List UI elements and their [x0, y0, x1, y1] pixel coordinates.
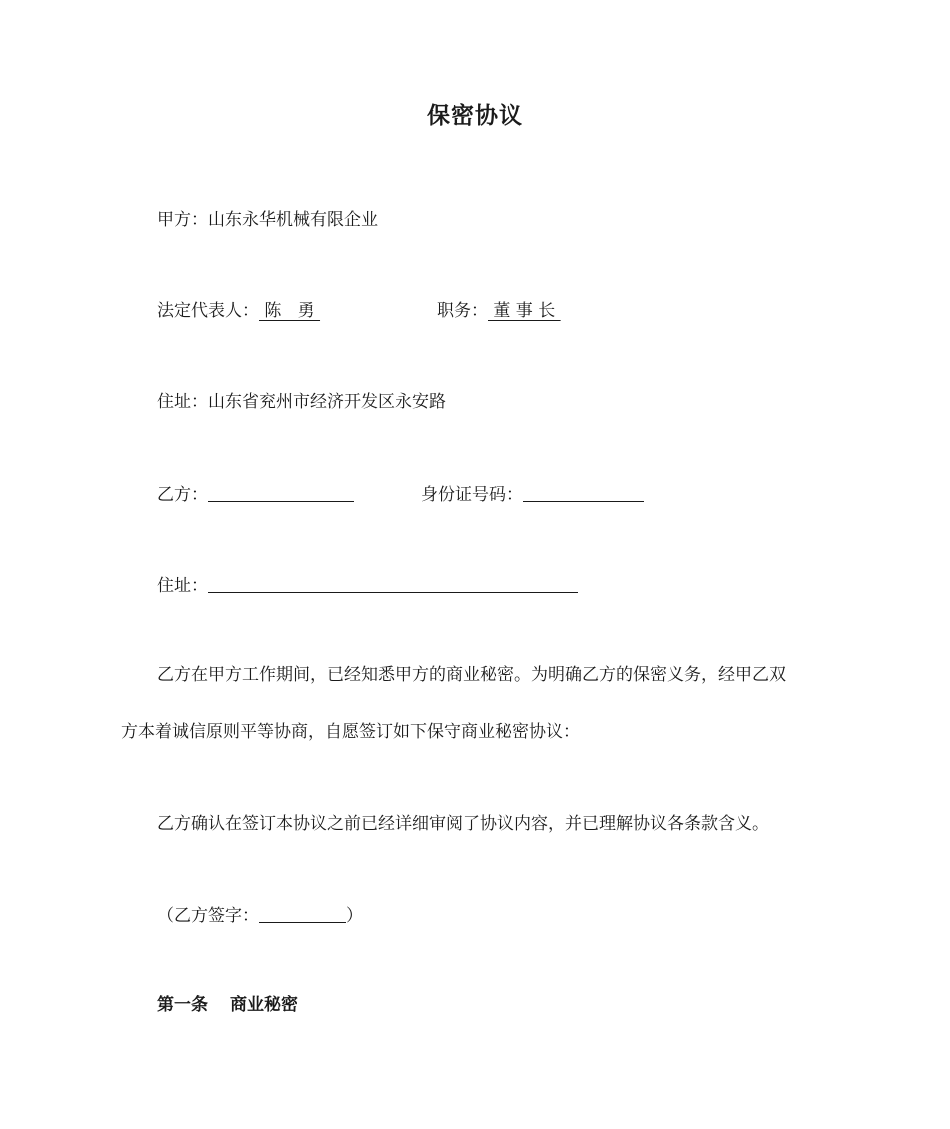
address-a-value: 山东省兖州市经济开发区永安路 — [208, 392, 446, 412]
paragraph2: 乙方确认在签订本协议之前已经详细审阅了协议内容，并已理解协议各条款含义。 — [157, 814, 769, 834]
position-label: 职务： — [437, 301, 488, 321]
address-b-label: 住址： — [157, 576, 208, 596]
signature-line — [157, 902, 363, 928]
legal-rep-name: 陈 勇 — [259, 301, 321, 321]
address-b-line — [157, 572, 578, 598]
position-value: 董 事 长 — [488, 301, 561, 321]
id-number-label: 身份证号码： — [421, 485, 523, 505]
party-b-line — [157, 481, 354, 507]
address-b-blank[interactable] — [208, 574, 578, 593]
legal-rep-line — [157, 299, 320, 323]
document-title: 保密协议 — [427, 103, 523, 129]
article1-heading — [157, 993, 298, 1017]
signature-open: （乙方签字： — [157, 906, 259, 926]
signature-blank[interactable] — [259, 904, 346, 923]
article1-title: 商业秘密 — [230, 995, 298, 1015]
party-a-name: 山东永华机械有限企业 — [208, 210, 378, 230]
party-a-line — [157, 208, 378, 232]
party-a-label: 甲方： — [157, 210, 208, 230]
signature-close: ） — [346, 906, 363, 926]
address-a-label: 住址： — [157, 392, 208, 412]
paragraph1-line1: 乙方在甲方工作期间，已经知悉甲方的商业秘密。为明确乙方的保密义务，经甲乙双 — [157, 665, 786, 685]
party-b-label: 乙方： — [157, 485, 208, 505]
legal-rep-label: 法定代表人： — [157, 301, 259, 321]
paragraph1-line2: 方本着诚信原则平等协商，自愿签订如下保守商业秘密协议： — [121, 722, 580, 742]
position-line — [437, 299, 561, 323]
id-number-blank[interactable] — [523, 483, 644, 502]
party-b-name-blank[interactable] — [208, 483, 354, 502]
address-a-line — [157, 390, 446, 414]
id-number-line — [421, 481, 644, 507]
article1-number: 第一条 — [157, 995, 208, 1015]
